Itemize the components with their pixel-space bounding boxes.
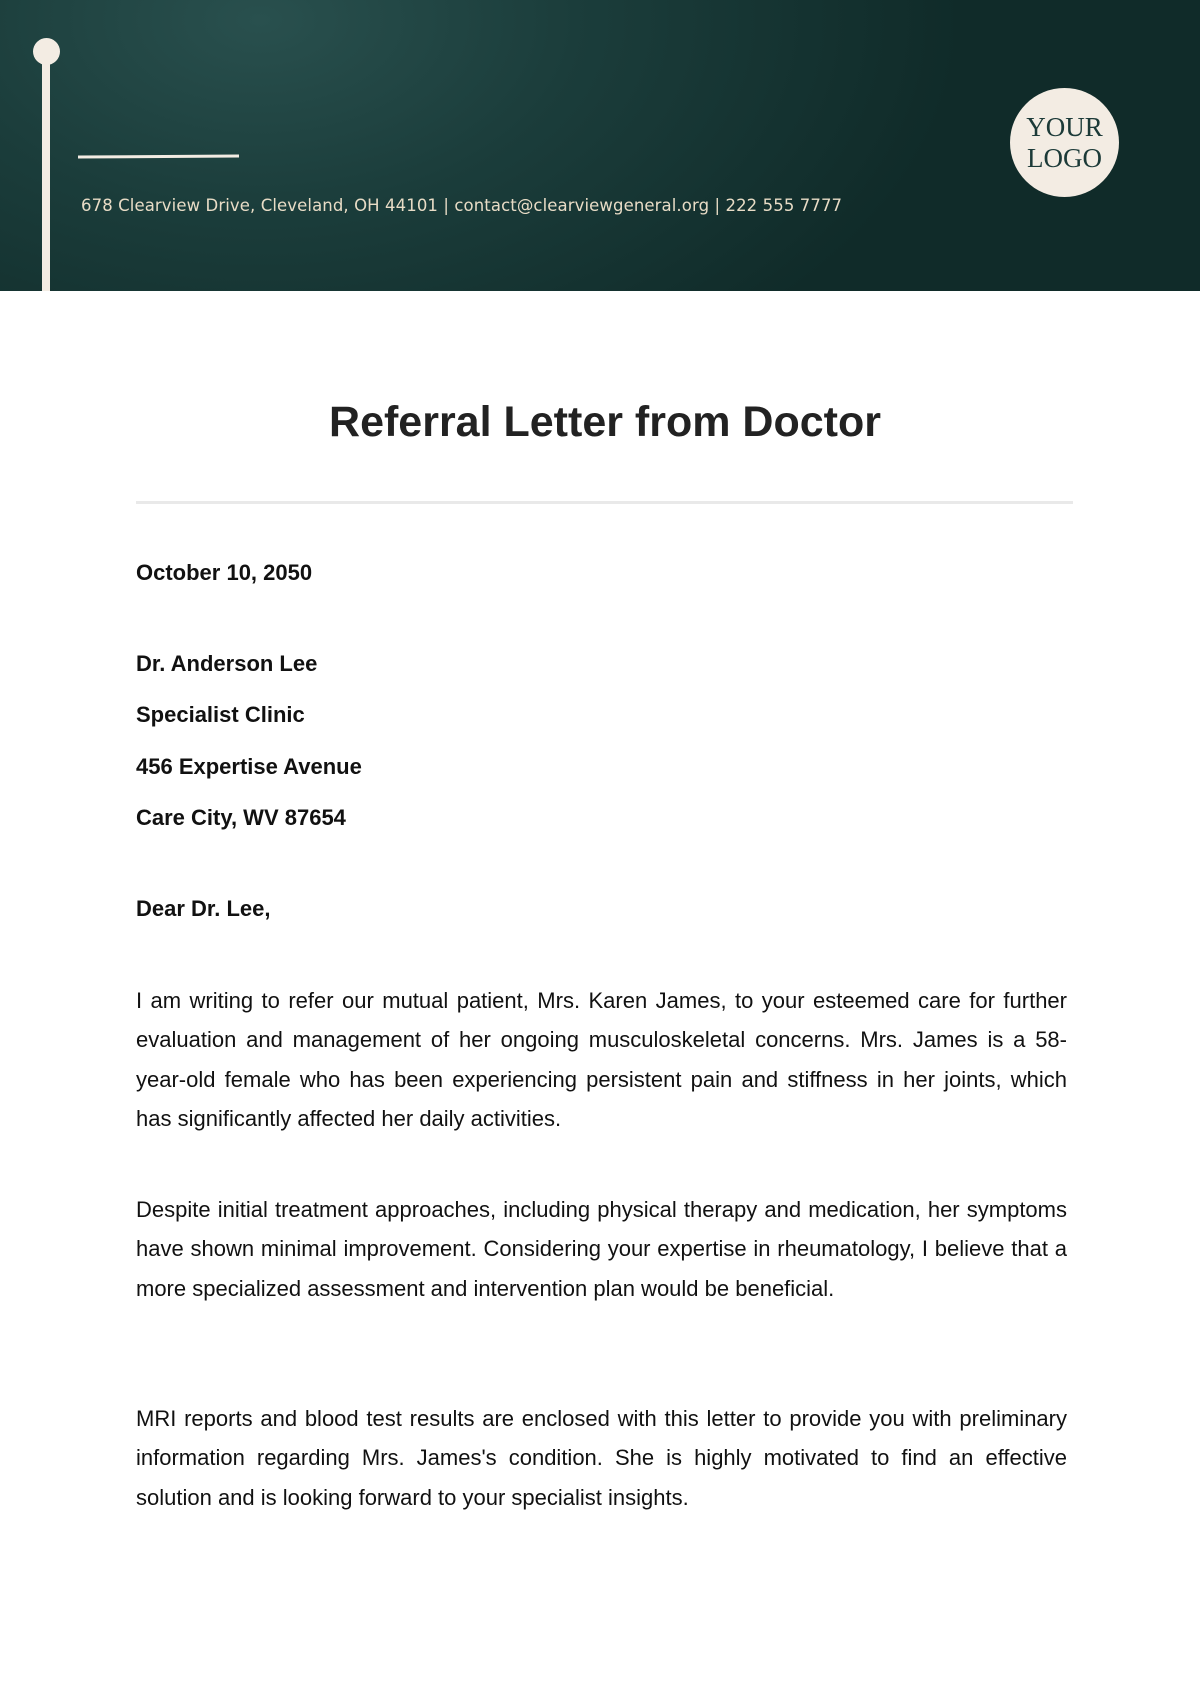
header-rule: [78, 154, 239, 158]
title-divider: [136, 501, 1073, 504]
body-paragraph-2: Despite initial treatment approaches, including physical therapy and medication, her symptoms have shown minimal improvement. Considering your expertise in rheumatology, I believe that a more specialized assessment and intervention plan would be beneficial.: [136, 1197, 1067, 1301]
body-paragraph-3: MRI reports and blood test results are enclosed with this letter to provide you with preliminary information regarding Mrs. James's condition. She is highly motivated to find an effective solution and is looking forward to your specialist insights.: [136, 1406, 1067, 1510]
recipient-street: 456 Expertise Avenue: [136, 754, 362, 779]
salutation: Dear Dr. Lee,: [136, 896, 271, 921]
logo-text-line-2: LOGO: [1027, 142, 1102, 173]
body-paragraph-1: I am writing to refer our mutual patient, Mrs. Karen James, to your esteemed care for further evaluation and management of her ongoing musculoskeletal concerns. Mrs. James is a 58-year-old female who has been experiencing persistent pain and stiffness in her joints, which has significantly affected her daily activities.: [136, 988, 1067, 1131]
decorative-pin-head: [33, 38, 60, 65]
letterhead-banner: [0, 0, 1200, 291]
letter-date: October 10, 2050: [136, 560, 313, 585]
decorative-pin-line: [42, 52, 50, 291]
recipient-organization: Specialist Clinic: [136, 702, 305, 727]
logo-text-line-1: YOUR: [1026, 111, 1103, 142]
recipient-city-state-zip: Care City, WV 87654: [136, 805, 346, 830]
document-title: Referral Letter from Doctor: [329, 398, 881, 446]
recipient-name: Dr. Anderson Lee: [136, 651, 318, 676]
contact-info: 678 Clearview Drive, Cleveland, OH 44101 | contact@clearviewgeneral.org | 222 555 7777: [81, 196, 843, 215]
company-logo: [1010, 88, 1119, 197]
